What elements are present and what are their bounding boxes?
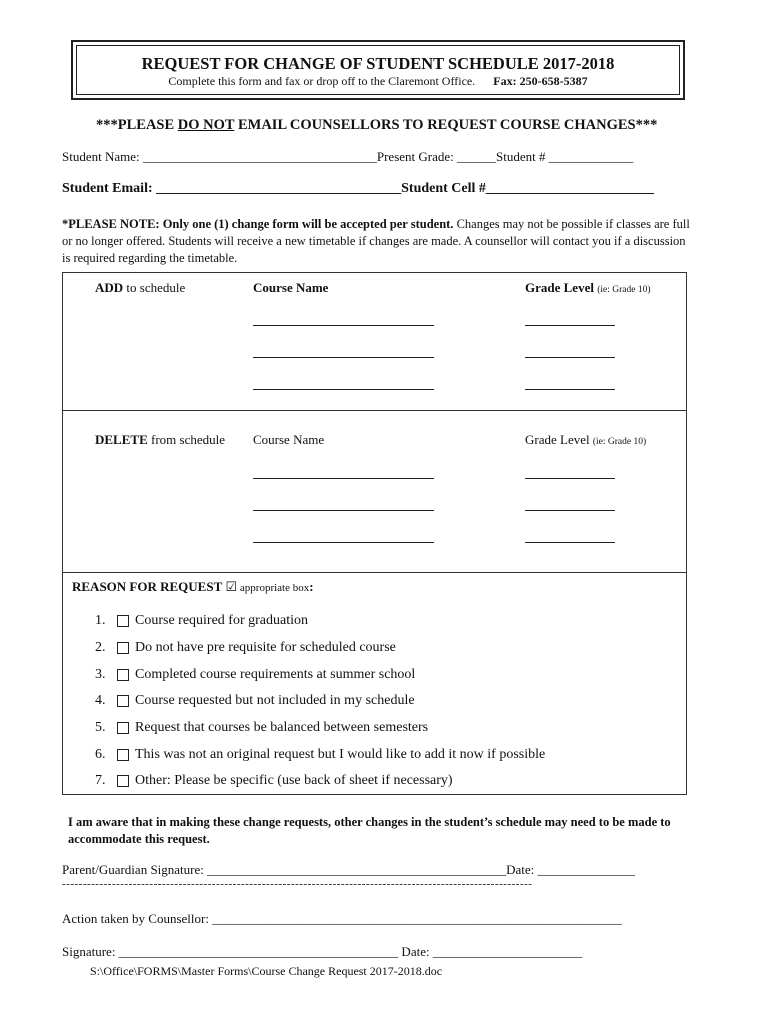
reason-number: 1. xyxy=(95,613,106,629)
reason-item[interactable] xyxy=(95,608,545,635)
add-label xyxy=(95,280,185,296)
add-label-rest: to schedule xyxy=(123,280,186,295)
checkbox-icon[interactable] xyxy=(117,695,129,707)
delete-grade-line-3[interactable] xyxy=(525,542,615,543)
note-bold: *PLEASE NOTE: Only one (1) change form will be accepted per student. xyxy=(62,217,454,231)
reason-number: 7. xyxy=(95,773,106,789)
checkbox-icon[interactable] xyxy=(117,722,129,734)
delete-grade-header xyxy=(525,432,646,448)
form-title: REQUEST FOR CHANGE OF STUDENT SCHEDULE 2017-2018 xyxy=(141,54,615,73)
checkbox-checked-icon: ☑ xyxy=(225,579,238,594)
add-course-line-3[interactable] xyxy=(253,389,434,390)
form-instructions: Complete this form and fax or drop off to the Claremont Office. xyxy=(168,74,476,88)
reason-text: Other: Please be specific (use back of sheet if necessary) xyxy=(135,773,453,789)
reason-text: Request that courses be balanced between semesters xyxy=(135,720,429,736)
delete-course-line-1[interactable] xyxy=(253,478,434,479)
add-course-line-2[interactable] xyxy=(253,357,434,358)
add-section xyxy=(62,272,687,411)
file-path: S:\Office\FORMS\Master Forms\Course Change Request 2017-2018.doc xyxy=(90,964,443,978)
checkbox-icon[interactable] xyxy=(117,775,129,787)
delete-section xyxy=(62,410,687,573)
add-grade-header xyxy=(525,280,651,296)
form-subtitle xyxy=(77,74,679,89)
reason-item[interactable] xyxy=(95,768,545,795)
add-grade-line-1[interactable] xyxy=(525,325,615,326)
reason-text: Course requested but not included in my schedule xyxy=(135,693,415,709)
delete-grade-hint: (ie: Grade 10) xyxy=(592,437,647,447)
fax-number: Fax: 250-658-5387 xyxy=(493,74,588,88)
reason-text: Do not have pre requisite for scheduled course xyxy=(135,640,396,656)
checkbox-icon[interactable] xyxy=(117,669,129,681)
delete-course-line-3[interactable] xyxy=(253,542,434,543)
checkbox-icon[interactable] xyxy=(117,749,129,761)
note-text: Changes may not be possible if classes are full or no longer offered. Students will receive a new timetable if changes are made. A counsellor will contact you if a discussion is required regarding the timetable. xyxy=(62,217,690,265)
reason-text: This was not an original request but I would like to add it now if possible xyxy=(135,746,546,762)
student-email-row[interactable]: Student Email: ___________________________________Student Cell #________________________ xyxy=(62,181,654,196)
delete-label xyxy=(95,432,225,448)
warning-prefix: ***PLEASE xyxy=(96,117,178,133)
reason-number: 4. xyxy=(95,693,106,709)
add-grade-line-2[interactable] xyxy=(525,357,615,358)
reason-number: 3. xyxy=(95,666,106,682)
reason-item[interactable] xyxy=(95,741,545,768)
reason-list xyxy=(95,608,545,795)
reason-item[interactable] xyxy=(95,661,545,688)
reason-item[interactable] xyxy=(95,688,545,715)
delete-course-header: Course Name xyxy=(253,432,325,447)
add-course-header: Course Name xyxy=(253,280,329,295)
delete-grade-line-2[interactable] xyxy=(525,510,615,511)
reason-label-rest: appropriate box xyxy=(237,582,310,594)
student-name-row[interactable]: Student Name: ____________________________________Present Grade: ______Student # _____________ xyxy=(62,149,634,164)
add-grade-hint: (ie: Grade 10) xyxy=(597,285,651,295)
reason-header xyxy=(72,579,314,595)
reason-item[interactable] xyxy=(95,715,545,742)
delete-course-line-2[interactable] xyxy=(253,510,434,511)
reason-number: 6. xyxy=(95,746,106,762)
warning-emphasis: DO NOT xyxy=(177,117,235,133)
checkbox-icon[interactable] xyxy=(117,615,129,627)
warning-suffix: EMAIL COUNSELLORS TO REQUEST COURSE CHANGES*** xyxy=(234,117,658,133)
divider-dashes: ----------------------------------------------------------------------------------------------------------------- xyxy=(62,878,533,890)
note-paragraph xyxy=(62,216,692,267)
reason-item[interactable] xyxy=(95,635,545,662)
delete-grade-label: Grade Level xyxy=(525,432,590,447)
reason-text: Completed course requirements at summer school xyxy=(135,666,416,682)
checkbox-icon[interactable] xyxy=(117,642,129,654)
reason-number: 2. xyxy=(95,640,106,656)
delete-label-rest: from schedule xyxy=(147,432,226,447)
email-warning xyxy=(96,117,657,134)
add-course-line-1[interactable] xyxy=(253,325,434,326)
reason-text: Course required for graduation xyxy=(135,613,308,629)
parent-signature-row[interactable]: Parent/Guardian Signature: ______________________________________________Date: _______________ xyxy=(62,862,636,877)
form-header-inner-border xyxy=(76,45,680,95)
reason-label-bold: REASON FOR REQUEST xyxy=(72,579,223,594)
reason-colon: : xyxy=(309,579,314,594)
add-grade-label: Grade Level xyxy=(525,280,594,295)
delete-label-bold: DELETE xyxy=(95,432,148,447)
awareness-statement: I am aware that in making these change requests, other changes in the student’s schedule may need to be made to accommodate this request. xyxy=(68,815,671,846)
reason-number: 5. xyxy=(95,720,106,736)
add-label-bold: ADD xyxy=(95,280,124,295)
counsellor-action-row[interactable]: Action taken by Counsellor: _______________________________________________________________ xyxy=(62,911,622,926)
add-grade-line-3[interactable] xyxy=(525,389,615,390)
form-header xyxy=(71,40,685,100)
counsellor-signature-row[interactable]: Signature: ___________________________________________ Date: _______________________ xyxy=(62,944,583,959)
delete-grade-line-1[interactable] xyxy=(525,478,615,479)
